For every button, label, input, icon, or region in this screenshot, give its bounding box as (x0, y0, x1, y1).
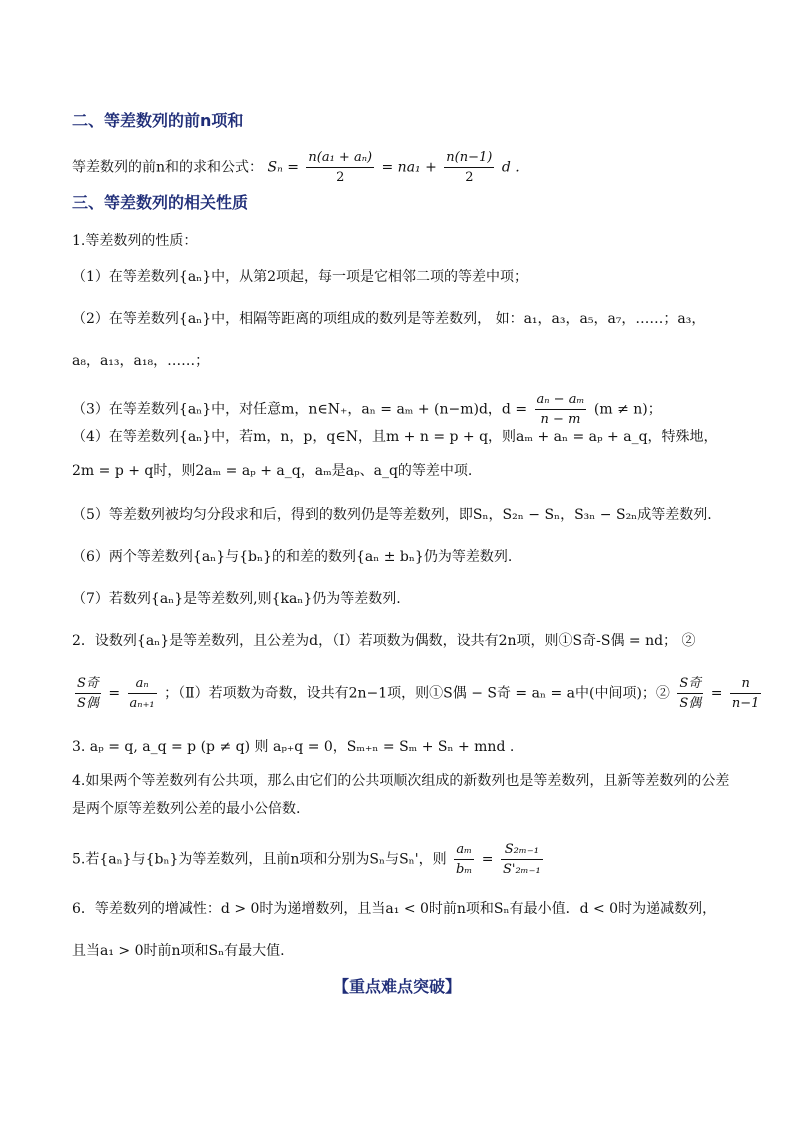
sum-formula-tail: d . (501, 159, 520, 176)
property-5: （5）等差数列被均匀分段求和后，得到的数列仍是等差数列，即Sₙ，S₂ₙ − Sₙ，S₃ₙ − S₂ₙ成等差数列. (72, 507, 712, 523)
item-5-fraction-1-num: aₘ (454, 842, 474, 860)
item-2-equals: = (108, 685, 121, 702)
item-2-fraction-odd-even (75, 676, 101, 711)
sum-fraction-2-num: n(n−1) (444, 150, 494, 168)
item-5 (72, 842, 732, 877)
item-2-fraction-1-num: S奇 (75, 676, 101, 694)
property-3-fraction-den: n − m (540, 412, 581, 427)
section-heading-sum: 二、等差数列的前n项和 (72, 111, 244, 130)
item-2-fraction-terms (128, 676, 157, 711)
property-4-line-2: 2m = p + q时，则2aₘ = aₚ + a_q，aₘ是aₚ、a_q的等差中项. (72, 463, 473, 479)
sum-fraction-2-den: 2 (465, 170, 474, 185)
item-2-fraction-2-den: aₙ₊₁ (129, 696, 155, 711)
property-3 (72, 392, 732, 427)
sum-fraction-2 (444, 150, 494, 185)
property-2-line-1: （2）在等差数列{aₙ}中，相隔等距离的项组成的数列是等差数列， 如：a₁，a₃，a₅，a₇，……；a₃， (72, 311, 706, 327)
sum-formula-mid: = na₁ + (381, 159, 437, 176)
item-2-fraction-4-den: n−1 (731, 696, 760, 711)
property-3-tail: (m ≠ n)； (593, 401, 662, 418)
item-5-fraction-ab (454, 842, 474, 877)
item-6-line-1: 6．等差数列的增减性：d > 0时为递增数列，且当a₁ < 0时前n项和Sₙ有最小值．d < 0时为递减数列， (72, 901, 717, 917)
property-2-line-2: a₈，a₁₃，a₁₈，……； (72, 353, 210, 369)
item-2-fraction-3-den: S偶 (679, 696, 702, 711)
item-5-equals: = (481, 851, 494, 868)
item-5-fraction-s (501, 842, 543, 877)
item-2-fraction-odd-even-2 (677, 676, 703, 711)
sum-formula-lhs: Sₙ = (267, 159, 299, 176)
property-1: （1）在等差数列{aₙ}中，从第2项起，每一项是它相邻二项的等差中项； (72, 269, 529, 285)
property-4-line-1: （4）在等差数列{aₙ}中，若m，n，p，q∈N，且m + n = p + q，则aₘ + aₙ = aₚ + a_q，特殊地， (72, 429, 718, 445)
sum-formula-line (72, 150, 732, 185)
property-3-text: （3）在等差数列{aₙ}中，对任意m，n∈N₊，aₙ = aₘ + (n−m)d，d = (72, 401, 532, 418)
item-5-fraction-2-den: S'₂ₘ₋₁ (502, 862, 541, 877)
item-2-fraction-2-num: aₙ (128, 676, 157, 694)
section-heading-properties: 三、等差数列的相关性质 (72, 193, 249, 212)
item-5-text: 5.若{aₙ}与{bₙ}为等差数列，且前n项和分别为Sₙ与Sₙ'，则 (72, 851, 447, 868)
item-2-line-2 (72, 676, 760, 711)
sum-fraction-1-den: 2 (336, 170, 345, 185)
item-2-line-1: 2．设数列{aₙ}是等差数列，且公差为d，（Ⅰ）若项数为偶数，设共有2n项，则①S奇-S偶 = nd； ② (72, 633, 696, 649)
sum-fraction-1-num: n(a₁ + aₙ) (306, 150, 374, 168)
property-6: （6）两个等差数列{aₙ}与{bₙ}的和差的数列{aₙ ± bₙ}仍为等差数列. (72, 549, 513, 565)
sum-fraction-1 (306, 150, 374, 185)
item-4-line-2: 是两个原等差数列公差的最小公倍数. (72, 801, 301, 817)
item-6-line-2: 且当a₁ > 0时前n项和Sₙ有最大值. (72, 943, 285, 959)
key-points-title: 【重点难点突破】 (332, 977, 461, 996)
item-2-fraction-1-den: S偶 (77, 696, 99, 711)
item-2-equals-2: = (710, 685, 723, 702)
item-3: 3. aₚ = q, a_q = p (p ≠ q) 则 aₚ₊q = 0，Sₘ₊ₙ = Sₘ + Sₙ + mnd . (72, 739, 515, 755)
property-3-fraction (535, 392, 587, 427)
item-5-fraction-2-num: S₂ₘ₋₁ (501, 842, 543, 860)
item-2-fraction-3-num: S奇 (677, 676, 703, 694)
item-2-middle-text: ；（Ⅱ）若项数为奇数，设共有2n−1项，则①S偶 − S奇 = aₙ = a中(中间项)；② (164, 685, 670, 702)
sum-formula-prefix: 等差数列的前n和的求和公式： (72, 159, 264, 176)
property-7: （7）若数列{aₙ}是等差数列,则{kaₙ}仍为等差数列. (72, 591, 401, 607)
item-2-fraction-n (730, 676, 762, 711)
item-5-fraction-1-den: bₘ (456, 862, 473, 877)
property-intro: 1.等差数列的性质： (72, 233, 198, 249)
item-2-fraction-4-num: n (730, 676, 762, 694)
property-3-fraction-num: aₙ − aₘ (535, 392, 587, 410)
item-4-line-1: 4.如果两个等差数列有公共项，那么由它们的公共项顺次组成的新数列也是等差数列，且新等差数列的公差 (72, 773, 730, 789)
